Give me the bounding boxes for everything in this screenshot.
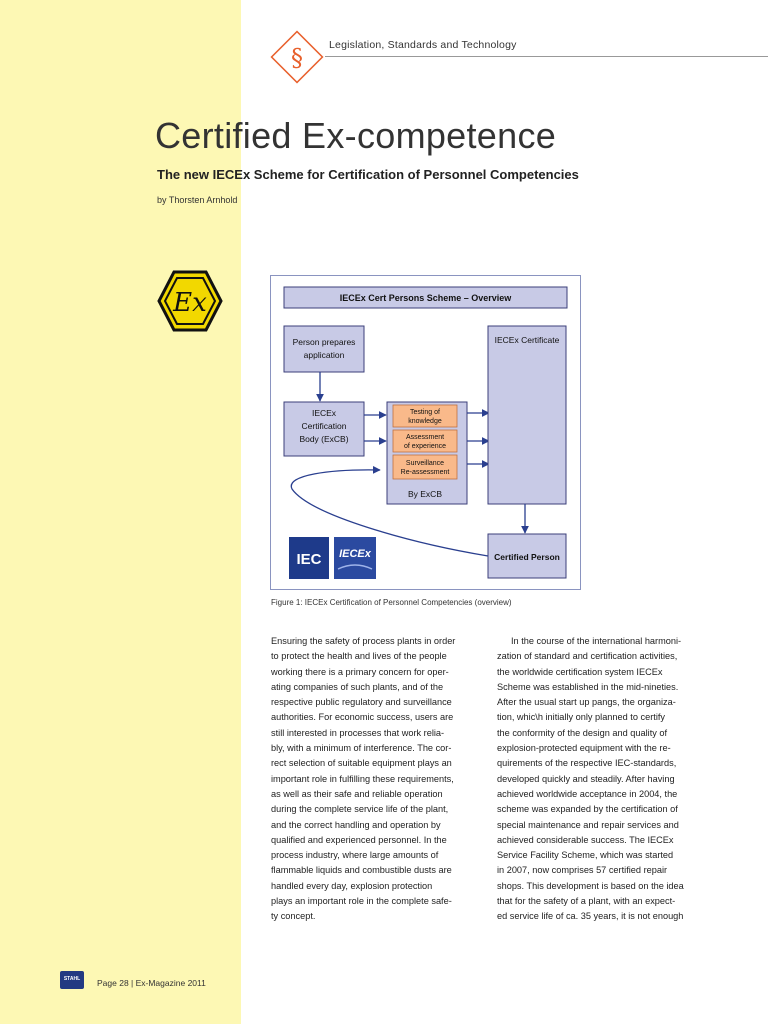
body-line: shops. This development is based on the idea [497,880,684,891]
body-line: rect selection of suitable equipment plays an [271,758,452,769]
body-line: authorities. For economic success, users are [271,712,454,723]
by-excb-label: By ExCB [407,489,443,499]
section-paragraph-icon [269,29,325,85]
certification-diagram [270,275,581,590]
body-line: In the course of the international harmoni- [511,636,682,646]
assessment-line-2: of experience [403,443,447,450]
body-line: qualified and experienced personnel. In the [271,834,447,845]
body-line: and the correct handling and operation by [271,819,441,830]
surveillance-line-1: Surveillance [405,460,445,467]
page-footer: Page 28 | Ex-Magazine 2011 [97,978,206,988]
body-line: ty concept. [271,911,316,922]
testing-line-2: knowledge [408,418,442,425]
assessment-line-1: Assessment [405,434,445,441]
surveillance-line-2: Re-assessment [400,469,450,476]
body-line: during the complete service life of the plant, [271,804,449,815]
stahl-logo-text: STAHL [63,976,81,982]
diagram-title: IECEx Cert Persons Scheme – Overview [339,293,512,303]
svg-text:§: § [291,44,303,72]
body-line: important role in fulfilling these requirements, [271,773,454,784]
body-column-right [497,634,712,925]
stahl-logo [60,971,84,989]
body-line: After the usual start up pangs, the organiza- [497,697,676,708]
section-divider [325,56,768,57]
body-line: the conformity of the design and quality of [497,727,668,738]
iecex-certificate-label: IECEx Certificate [494,335,560,345]
section-label: Legislation, Standards and Technology [329,39,517,51]
body-line: achieved worldwide acceptance in 2004, the [497,788,678,799]
body-line: zation of standard and certification activities, [497,651,678,662]
article-title: Certified Ex-competence [155,115,557,156]
person-prepares-line-1: Person prepares [292,337,356,347]
body-line: the worldwide certification system IECEx [497,666,663,677]
article-subtitle: The new IECEx Scheme for Certification of Personnel Competencies [157,167,579,182]
body-line: in 2007, now comprises 57 certified repair [497,865,668,876]
iecex-certificate-box [488,326,566,504]
body-line: handled every day, explosion protection [271,880,433,891]
body-line: respective public regulatory and surveillance [271,697,452,708]
article-byline: by Thorsten Arnhold [157,195,238,205]
person-prepares-line-2: application [303,350,345,360]
excb-line-2: Certification [301,421,347,431]
body-line: developed quickly and steadily. After having [497,773,675,784]
iecex-logo-text: IECEx [339,548,371,560]
excb-line-3: Body (ExCB) [299,434,349,444]
body-line: bly, with a minimum of interference. The cor- [271,743,452,754]
body-line: Service Facility Scheme, which was started [497,850,674,861]
iec-logo-text: IEC [296,551,322,568]
body-line: to protect the health and lives of the people [271,651,447,662]
ex-hexagon-logo [157,270,223,332]
excb-line-1: IECEx [311,408,337,418]
body-line: scheme was expanded by the certification of [497,804,678,815]
body-line: special maintenance and repair services and [497,819,679,830]
body-line: Ensuring the safety of process plants in order [271,636,456,646]
body-line: plays an important role in the complete safe- [271,896,452,907]
body-line: ating companies of such plants, and of the [271,681,444,692]
certified-person-label: Certified Person [494,552,560,562]
body-line: process industry, where large amounts of [271,850,439,861]
body-line: Scheme was established in the mid-nineties. [497,681,679,692]
person-prepares-box [284,326,364,372]
figure-caption: Figure 1: IECEx Certification of Personnel Competencies (overview) [271,598,512,607]
body-line: still interested in processes that work relia- [271,727,445,738]
body-line: working there is a primary concern for oper- [271,666,449,677]
body-line: tion, whic\h initially only planned to certify [497,712,666,723]
body-line: as well as their safe and reliable operation [271,788,443,799]
body-line: that for the safety of a plant, with an expect- [497,896,676,907]
body-line: flammable liquids and combustible dusts are [271,865,452,876]
ex-logo-text: Ex [173,288,207,318]
testing-line-1: Testing of [410,409,440,416]
body-line: explosion-protected equipment with the re- [497,743,671,754]
body-column-left [271,634,486,925]
body-line: ed service life of ca. 35 years, it is not enough [497,911,684,922]
body-line: quirements of the respective IEC-standards, [497,758,677,769]
body-line: achieved considerable success. The IECEx [497,834,674,845]
